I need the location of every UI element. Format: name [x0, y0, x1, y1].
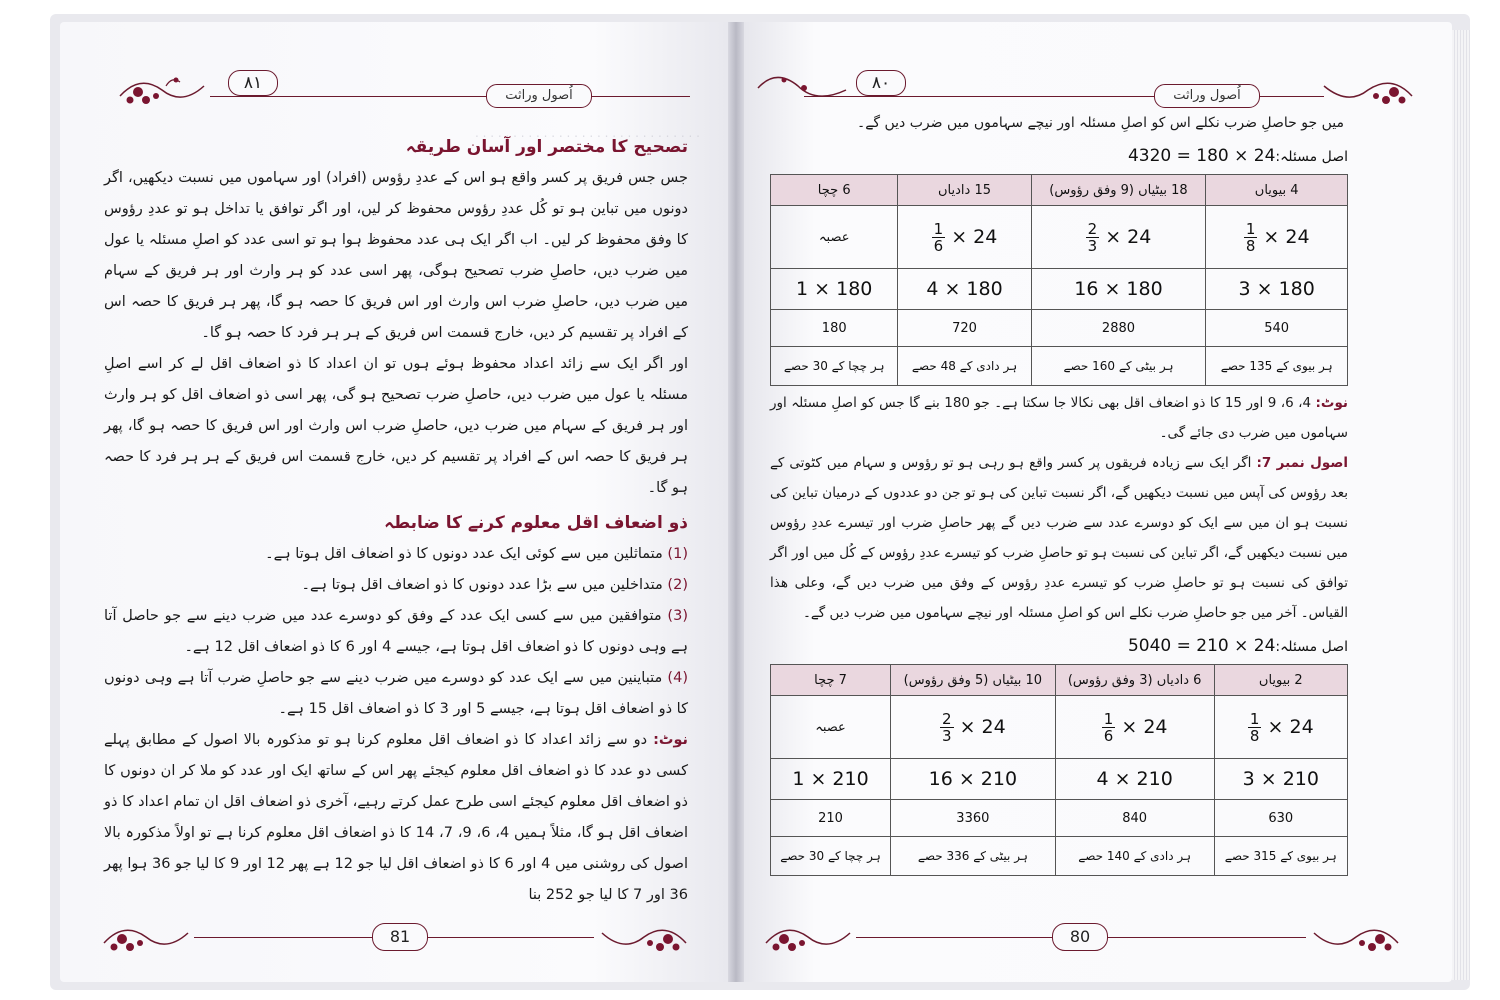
table-cell: ہر چچا کے 30 حصے: [771, 347, 898, 386]
list-item: [104, 539, 688, 570]
table-cell: 840: [1055, 800, 1214, 837]
list-number: (1): [667, 546, 688, 562]
formula-value: 5040 = 210 × 24: [1127, 636, 1276, 656]
rule-text: اگر ایک سے زیادہ فریقوں پر کسر واقع ہو رہی ہو تو رؤوس و سہام میں کٹوتی کے بعد رؤوس کی آپس میں نسبت دیکھیں گے، اگر نسبت تباین کی ہو تو جن دو عددوں کے درمیان تباین کی نسبت ہو ان میں سے ایک کو دوسرے عدد سے ضرب دیں گے پھر حاصلِ ضرب اور تیسرے عددِ رؤوس میں نسبت دیکھیں گے، اگر تباین کی نسبت ہو تو حاصلِ ضرب کو تیسرے عددِ رؤوس کے کُل میں اور اگر توافق کی نسبت ہو تو حاصلِ ضرب کو تیسرے عددِ رؤوس کے وفق میں ضرب دیں گے، وعلی ھذا القیاس۔ آخر میں جو حاصلِ ضرب نکلے اس کو اصلِ مسئلہ اور نیچے سہاموں میں ضرب دیں گے۔: [770, 455, 1348, 621]
table-cell: 4 × 180: [898, 269, 1031, 310]
note: [104, 725, 688, 911]
fraction-cell: [1214, 696, 1347, 759]
table-cell: 210: [771, 800, 891, 837]
table-cell: 1 × 180: [771, 269, 898, 310]
floral-ornament-icon: [1310, 913, 1402, 959]
list-text: متوافقین میں سے کسی ایک عدد کے وفق کو دوسرے عدد میں ضرب دینے سے جو حاصل آتا ہے وہی دونوں کا ذو اضعاف اقل ہوتا ہے، جیسے 4 اور 6 کا ذو اضعاف اقل 12 ہے۔: [104, 608, 688, 655]
fraction-cell: [1031, 206, 1206, 269]
floral-ornament-icon: [754, 64, 850, 112]
header-title: اُصول وراثت: [1154, 84, 1260, 108]
floral-ornament-icon: [116, 66, 208, 112]
fraction-cell: [891, 696, 1056, 759]
section-heading: ذو اضعاف اقل معلوم کرنے کا ضابطہ: [384, 513, 688, 533]
table-cell: 630: [1214, 800, 1347, 837]
numerator: 1: [1245, 219, 1256, 238]
fraction: [1244, 221, 1258, 254]
asaba-cell: عصبہ: [771, 206, 898, 269]
rule-label: اصول نمبر 7:: [1256, 455, 1348, 471]
formula-2: [972, 636, 1348, 656]
floral-ornament-icon: [762, 913, 854, 959]
denominator: 8: [1249, 726, 1260, 745]
footer-page-number: 81: [372, 923, 428, 951]
list-text: متباینین میں سے ایک عدد کو دوسرے میں ضرب دینے سے جو حاصلِ ضرب آتا ہے وہی دونوں کا ذو اضعاف اقل ہوتا ہے، جیسے 5 اور 3 کا ذو اضعاف اقل 15 ہے۔: [104, 670, 688, 717]
right-page-body: [770, 388, 1348, 628]
list-item: [104, 601, 688, 663]
fraction-suffix: × 24: [1121, 715, 1168, 738]
table-header-row: [771, 665, 1348, 696]
table-row: [771, 206, 1348, 269]
table-header-cell: 18 بیٹیاں (9 وفق رؤوس): [1031, 175, 1206, 206]
fraction: [940, 711, 954, 744]
inheritance-table-1: [770, 174, 1348, 386]
formula-label: اصل مسئلہ:: [1275, 149, 1348, 165]
fraction-cell: [898, 206, 1031, 269]
table-header-row: [771, 175, 1348, 206]
table-cell: 720: [898, 310, 1031, 347]
header-page-number: ٨١: [228, 70, 278, 96]
left-page: [60, 22, 728, 982]
fraction-suffix: × 24: [1267, 715, 1314, 738]
table-header-cell: 2 بیویاں: [1214, 665, 1347, 696]
paragraph: جس جس فریق پر کسر واقع ہو اس کے عددِ رؤوس (افراد) اور سہاموں میں نسبت دیکھیں، اگر دونوں میں تباین ہو تو کُل عددِ رؤوس محفوظ کر لیں، اور اگر توافق یا تداخل ہو تو عددِ رؤوس کا وفق محفوظ کر لیں۔ اب اگر ایک ہی عدد محفوظ ہوا ہو تو اسی عدد کو اصلِ مسئلہ یا عول میں ضرب دیں، حاصلِ ضرب تصحیح ہوگی، پھر اسی عدد کو ہر وارث اور ہر فریق کے سہام میں ضرب دیں، حاصلِ ضرب اس وارث اور اس فریق کا حصہ ہو گا، پھر ہر فریق کا حصہ اس کے افراد پر تقسیم کر دیں، خارج قسمت اس فریق کے ہر ہر فرد کا حصہ ہو گا۔: [104, 170, 688, 341]
table-cell: 4 × 210: [1055, 759, 1214, 800]
table-row: [771, 269, 1348, 310]
note-label: نوٹ:: [653, 732, 688, 748]
inheritance-table-2: [770, 664, 1348, 876]
table-cell: 180: [771, 310, 898, 347]
footer-page-number: 80: [1052, 923, 1108, 951]
list-number: (3): [667, 608, 688, 624]
formula-value: 4320 = 180 × 24: [1127, 146, 1276, 166]
fraction-suffix: × 24: [1105, 225, 1152, 248]
table-cell: ہر بیوی کے 135 حصے: [1206, 347, 1348, 386]
table-header-cell: 7 چچا: [771, 665, 891, 696]
header-rule: [210, 96, 690, 97]
floral-ornament-icon: [598, 913, 690, 959]
table-row: [771, 800, 1348, 837]
table-header-cell: 4 بیویاں: [1206, 175, 1348, 206]
table-header-cell: 6 چچا: [771, 175, 898, 206]
list-text: متماثلین میں سے کوئی ایک عدد دونوں کا ذو اضعاف اقل ہوتا ہے۔: [265, 546, 663, 562]
table-cell: ہر چچا کے 30 حصے: [771, 837, 891, 876]
fraction-suffix: × 24: [1263, 225, 1310, 248]
fraction-cell: [1055, 696, 1214, 759]
table-cell: ہر دادی کے 48 حصے: [898, 347, 1031, 386]
denominator: 6: [1103, 726, 1114, 745]
denominator: 8: [1245, 236, 1256, 255]
formula-label: اصل مسئلہ:: [1275, 639, 1348, 655]
floral-ornament-icon: [100, 913, 192, 959]
bleed-through-text: . . . . . . . . . . . . . . . . . . . . . . . . . . . . . .: [474, 126, 700, 140]
table-row: [771, 696, 1348, 759]
fraction: [1248, 711, 1262, 744]
numerator: 2: [941, 709, 952, 728]
page-header: [60, 60, 728, 116]
intro-text: میں جو حاصلِ ضرب نکلے اس کو اصلِ مسئلہ اور نیچے سہاموں میں ضرب دیں گے۔: [856, 115, 1344, 131]
floral-ornament-icon: [1320, 66, 1416, 112]
table-row: [771, 837, 1348, 876]
fraction: [1102, 711, 1116, 744]
list-item: [104, 663, 688, 725]
table-cell: ہر بیوی کے 315 حصے: [1214, 837, 1347, 876]
denominator: 3: [941, 726, 952, 745]
page-footer: [60, 907, 728, 967]
section-heading: تصحیح کا مختصر اور آسان طریقہ: [405, 137, 688, 157]
numerator: 1: [933, 219, 944, 238]
fraction-cell: [1206, 206, 1348, 269]
left-page-body: [104, 132, 688, 911]
asaba-cell: عصبہ: [771, 696, 891, 759]
rule-paragraph: [770, 448, 1348, 628]
table-cell: ہر بیٹی کے 336 حصے: [891, 837, 1056, 876]
table-cell: 2880: [1031, 310, 1206, 347]
header-title: اُصول وراثت: [486, 84, 592, 108]
table-cell: ہر بیٹی کے 160 حصے: [1031, 347, 1206, 386]
paragraph: اور اگر ایک سے زائد اعداد محفوظ ہوئے ہوں تو ان اعداد کا ذو اضعاف اقل لے کر اسے اصلِ مسئلہ یا عول میں ضرب دیں، حاصلِ ضرب تصحیح ہو گی، پھر اسی ذو اضعاف اقل کو ہر وارث اور ہر فریق کے سہام میں ضرب دیں، حاصلِ ضرب اس وارث اور اس فریق کا حصہ ہو گا، پھر ہر فریق کا حصہ اس کے افراد پر تقسیم کر دیں، خارج قسمت اس فریق کے ہر ہر فرد کا حصہ ہو گا۔: [104, 356, 688, 496]
header-page-number: ٨٠: [856, 70, 906, 96]
note-text: دو سے زائد اعداد کا ذو اضعاف اقل معلوم کرنا ہو تو مذکورہ بالا اصول کے مطابق پہلے کسی دو عدد کا ذو اضعاف اقل معلوم کیجئے پھر اس کے ساتھ ایک اور عدد کو ملا کر ان دونوں کا ذو اضعاف اقل معلوم کیجئے اسی طرح عمل کرتے رہیے، آخری ذو اضعاف اقل ان تمام اعداد کا ذو اضعاف اقل ہو گا، مثلاً ہمیں 4، 6، 9، 7، 14 کا ذو اضعاف اقل معلوم کرنا ہے تو اولاً مذکورہ بالا اصول کی روشنی میں 4 اور 6 کا ذو اضعاف اقل لیا جو 12 ہے پھر 12 اور 9 کا لیا جو 36 ہوا پھر 36 اور 7 کا لیا جو 252 بنا: [104, 732, 688, 903]
list-number: (2): [667, 577, 688, 593]
fraction: [1086, 221, 1100, 254]
denominator: 6: [933, 236, 944, 255]
table-row: [771, 347, 1348, 386]
table-cell: 540: [1206, 310, 1348, 347]
table-cell: 3 × 180: [1206, 269, 1348, 310]
numerator: 2: [1087, 219, 1098, 238]
fraction: [932, 221, 946, 254]
book-gutter: [728, 22, 744, 982]
table-header-cell: 15 دادیاں: [898, 175, 1031, 206]
fraction-suffix: × 24: [951, 225, 998, 248]
table-header-cell: 10 بیٹیاں (5 وفق رؤوس): [891, 665, 1056, 696]
page-stack-edge: [1452, 30, 1470, 980]
list-item: [104, 570, 688, 601]
note-label: نوٹ:: [1315, 395, 1348, 411]
numerator: 1: [1103, 709, 1114, 728]
table-cell: 16 × 210: [891, 759, 1056, 800]
list-text: متداخلین میں سے بڑا عدد دونوں کا ذو اضعاف اقل ہوتا ہے۔: [301, 577, 663, 593]
formula-1: [972, 146, 1348, 166]
note-text: 4، 6، 9 اور 15 کا ذو اضعاف اقل بھی نکالا جا سکتا ہے۔ جو 180 بنے گا جس کو اصلِ مسئلہ اور سہاموں میں ضرب دی جائے گی۔: [770, 395, 1348, 441]
table-row: [771, 759, 1348, 800]
table-cell: 16 × 180: [1031, 269, 1206, 310]
table-cell: ہر دادی کے 140 حصے: [1055, 837, 1214, 876]
table-cell: 1 × 210: [771, 759, 891, 800]
table-row: [771, 310, 1348, 347]
numerator: 1: [1249, 709, 1260, 728]
table-cell: 3 × 210: [1214, 759, 1347, 800]
denominator: 3: [1087, 236, 1098, 255]
page-footer: [744, 907, 1452, 967]
right-page: [744, 22, 1452, 982]
list-number: (4): [667, 670, 688, 686]
table-header-cell: 6 دادیاں (3 وفق رؤوس): [1055, 665, 1214, 696]
note: [770, 388, 1348, 448]
table-cell: 3360: [891, 800, 1056, 837]
fraction-suffix: × 24: [959, 715, 1006, 738]
